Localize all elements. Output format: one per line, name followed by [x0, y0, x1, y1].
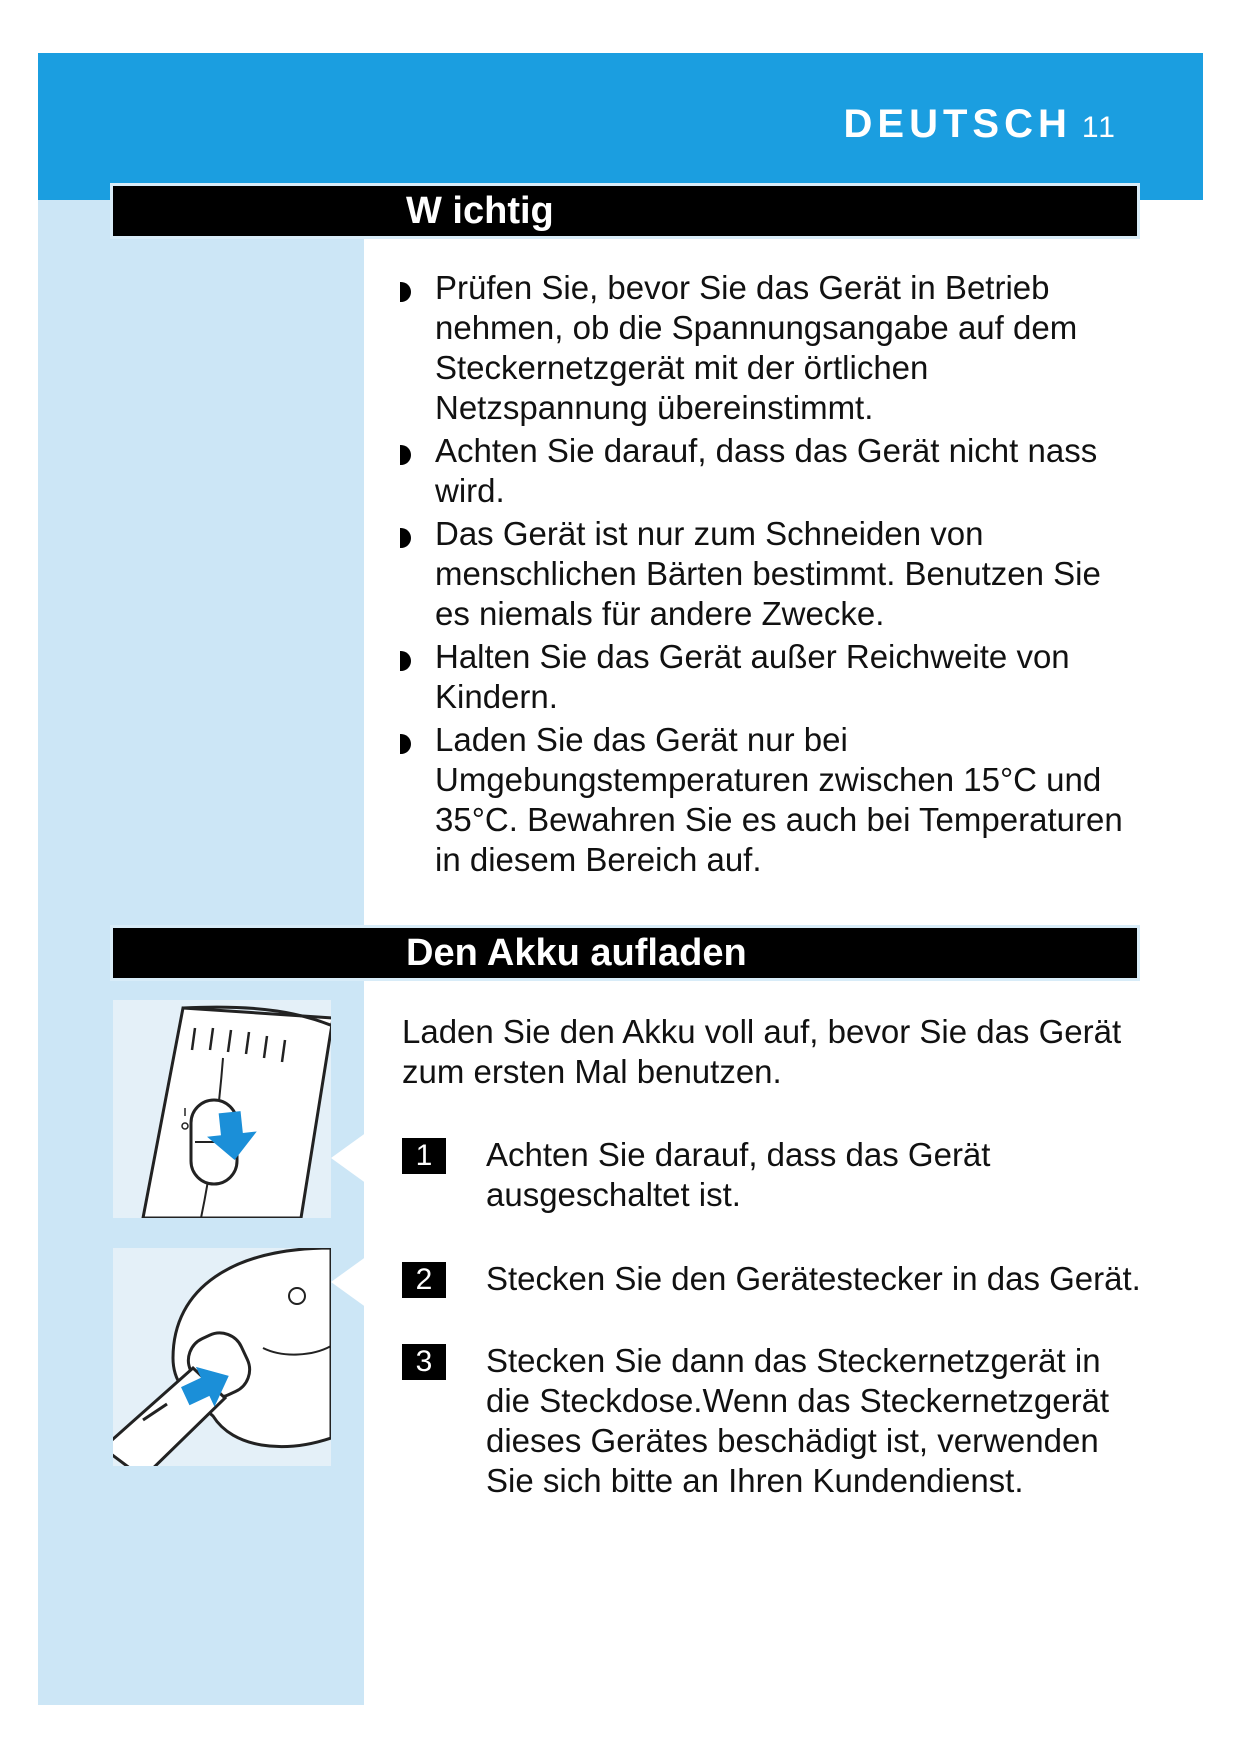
step-item: [402, 1341, 1142, 1501]
list-item: [400, 720, 1140, 880]
illustration-pointer: [331, 1132, 367, 1184]
language-label: DEUTSCH: [843, 102, 1072, 146]
list-item: [400, 431, 1140, 511]
charging-socket-illustration-icon: [113, 1248, 331, 1466]
bullet-icon: [400, 528, 411, 548]
step-item: [402, 1135, 1142, 1215]
charging-intro: Laden Sie den Akku voll auf, bevor Sie das Gerät zum ersten Mal benutzen.: [402, 1013, 1122, 1090]
bullet-icon: [400, 651, 411, 671]
section-title: Den Akku aufladen: [406, 932, 747, 974]
list-item-text: Prüfen Sie, bevor Sie das Gerät in Betrieb nehmen, ob die Spannungsangabe auf dem Steckernetzgerät mit der örtlichen Netzspannung übereinstimmt.: [435, 269, 1078, 426]
charging-steps: [402, 1135, 1142, 1501]
list-item-text: Laden Sie das Gerät nur bei Umgebungstemperaturen zwischen 15°C und 35°C. Bewahren Sie es auch bei Temperaturen in diesem Bereich auf.: [435, 721, 1123, 878]
step-text: Stecken Sie dann das Steckernetzgerät in die Steckdose.Wenn das Steckernetzgerät dieses Gerätes beschädigt ist, verwenden Sie sich bitte an Ihren Kundendienst.: [486, 1342, 1110, 1499]
on-off-switch-illustration-icon: [113, 1000, 331, 1218]
step-number: 1: [402, 1138, 446, 1174]
list-item: [400, 268, 1140, 428]
bullet-icon: [400, 445, 411, 465]
bullet-icon: [400, 734, 411, 754]
socket-illustration: [113, 1248, 331, 1466]
section-header-akku: [113, 928, 1137, 978]
step-text: Achten Sie darauf, dass das Gerät ausgeschaltet ist.: [486, 1136, 991, 1213]
page-number: 11: [1081, 111, 1117, 144]
section-header-wichtig: [113, 186, 1137, 236]
step-number: 2: [402, 1262, 446, 1298]
page-header: [844, 100, 1118, 152]
switch-illustration: [113, 1000, 331, 1218]
step-number: 3: [402, 1344, 446, 1380]
section-title: W ichtig: [406, 190, 554, 232]
list-item-text: Das Gerät ist nur zum Schneiden von menschlichen Bärten bestimmt. Benutzen Sie es niemals für andere Zwecke.: [435, 515, 1101, 632]
important-list: [400, 268, 1140, 883]
list-item-text: Achten Sie darauf, dass das Gerät nicht nass wird.: [435, 432, 1098, 509]
step-item: [402, 1259, 1142, 1299]
bullet-icon: [400, 282, 411, 302]
step-text: Stecken Sie den Gerätestecker in das Gerät.: [486, 1260, 1141, 1297]
list-item-text: Halten Sie das Gerät außer Reichweite von Kindern.: [435, 638, 1070, 715]
illustration-pointer: [331, 1256, 367, 1308]
list-item: [400, 514, 1140, 634]
list-item: [400, 637, 1140, 717]
